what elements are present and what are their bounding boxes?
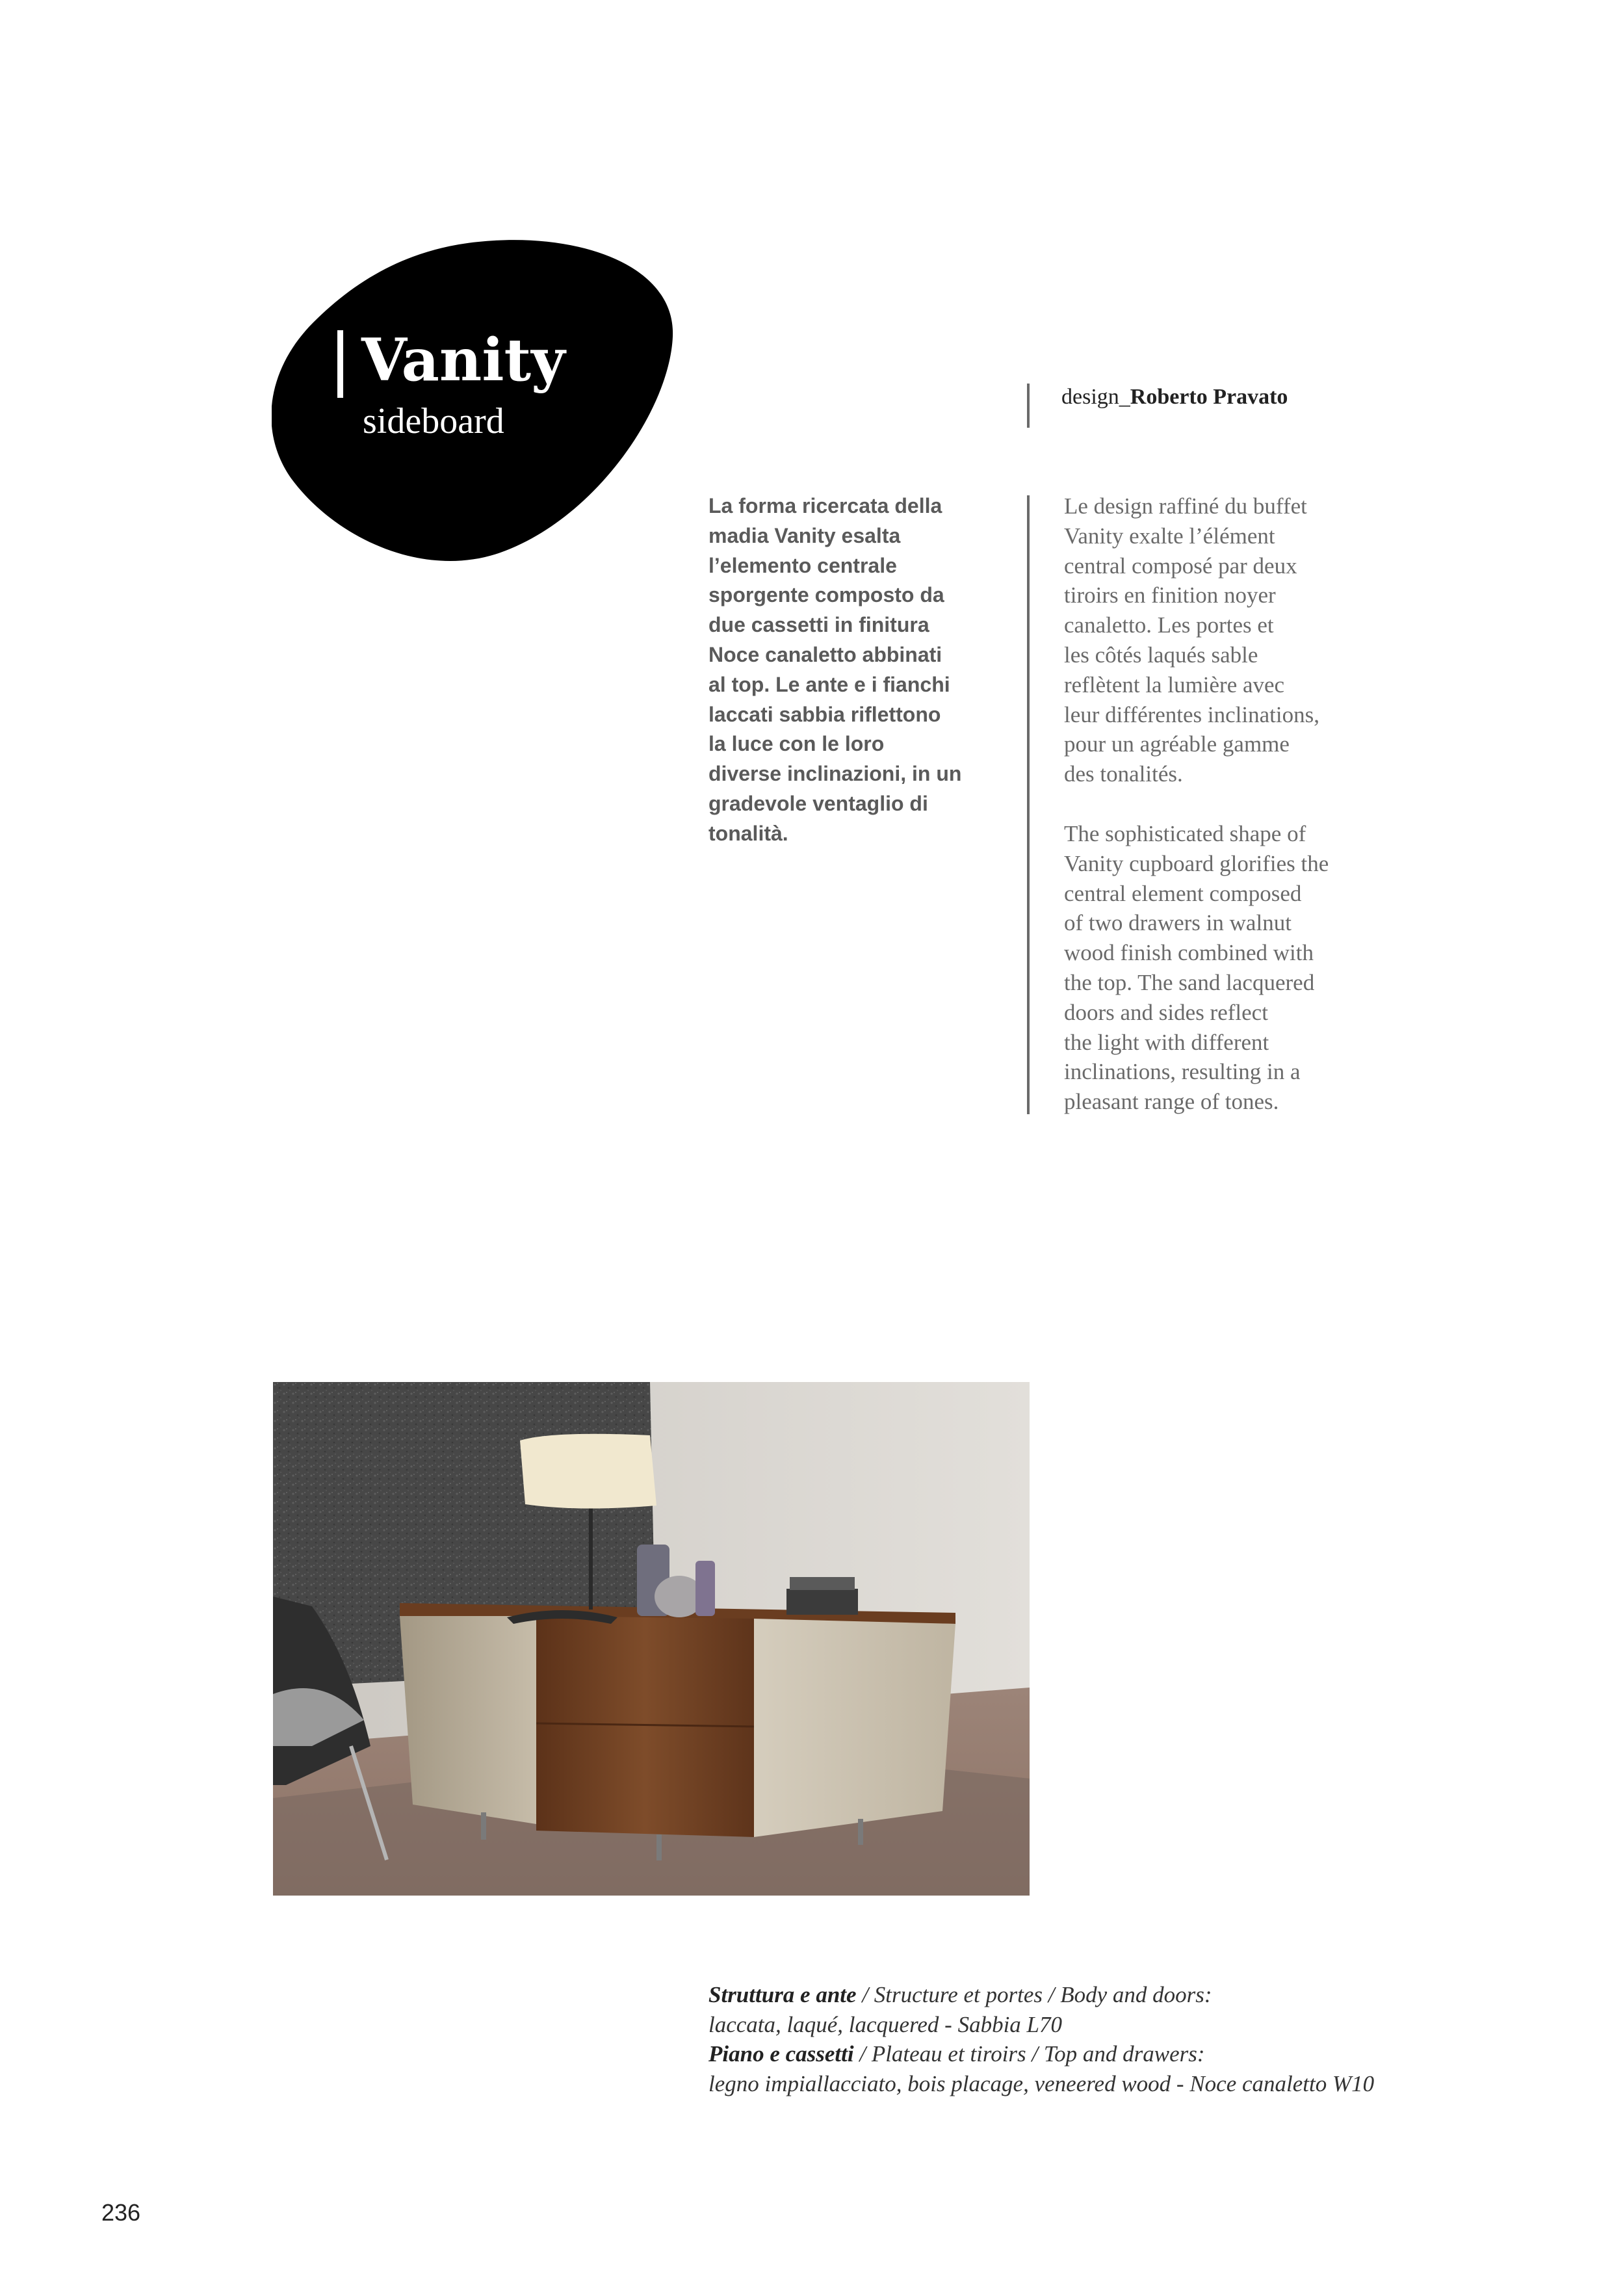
page-number: 236 [101,2199,141,2226]
product-subtitle: sideboard [363,401,504,441]
credit-divider [1027,384,1030,428]
description-french: Le design raffiné du buffet Vanity exalte l’élément central composé par deux tiroirs en finition noyer canaletto. Les portes et les côtés laqués sable reflètent la lumière avec leur différentes inclinations, pour un agréable gamme des tonalités. [1064,493,1319,787]
product-photo [273,1382,1030,1896]
finish-value: legno impiallacciato, bois placage, veneered wood - Noce canaletto W10 [708,2070,1375,2096]
finish-heading [708,2039,1605,2069]
finish-label: Piano e cassetti [708,2041,854,2067]
finish-value: laccata, laqué, lacquered - Sabbia L70 [708,2011,1063,2037]
title-divider [337,330,343,398]
finish-label: Struttura e ante [708,1982,857,2007]
finishes-list [708,1980,1605,2098]
designer-credit [1061,381,1288,413]
description-italian: La forma ricercata della madia Vanity esalta l’elemento centrale sporgente composto da due cassetti in finitura Noce canaletto abbinati al top. Le ante e i fianchi laccati sabbia riflettono la luce con le loro diverse inclinazioni, in un gradevole ventaglio di tonalità. [708,494,962,845]
finish-translations: / Plateau et tiroirs / Top and drawers: [853,2041,1205,2067]
designer-name: Roberto Pravato [1130,385,1288,409]
description-english: The sophisticated shape of Vanity cupboard glorifies the central element composed of two drawers in walnut wood finish combined with the top. The sand lacquered doors and sides reflect the light with different inclinations, resulting in a pleasant range of tones. [1064,821,1329,1115]
design-prefix: design_ [1061,385,1130,409]
product-title: Vanity [361,326,565,395]
column-divider [1027,495,1030,1114]
finish-heading [708,1980,1605,2010]
finish-translations: / Structure et portes / Body and doors: [856,1982,1212,2007]
